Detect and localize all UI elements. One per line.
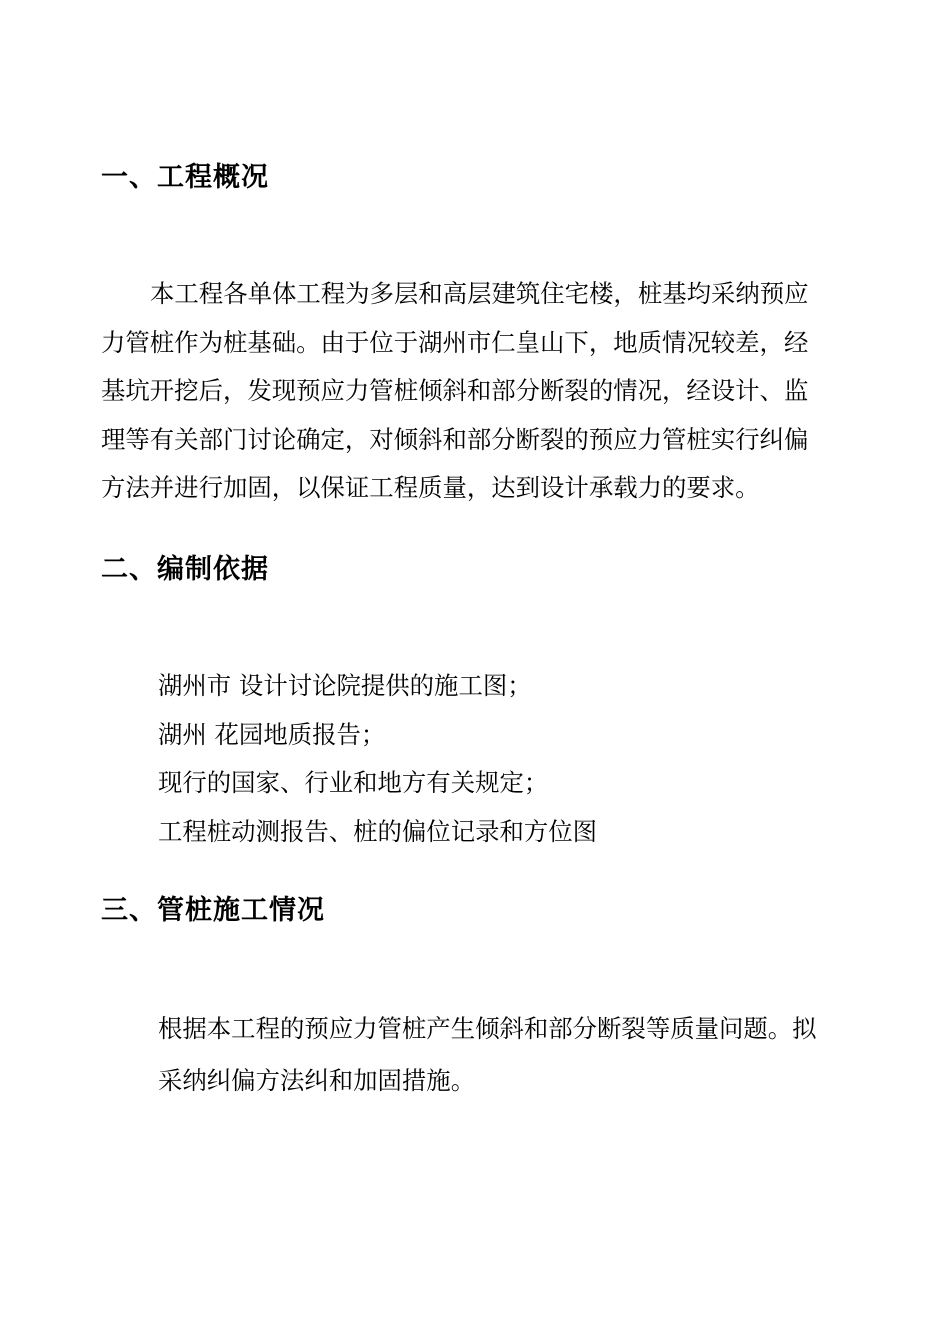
paragraph-line: 理等有关部门讨论确定，对倾斜和部分断裂的预应力管桩实行纠偏 xyxy=(101,424,809,454)
section-heading-pile-construction: 三、管桩施工情况 xyxy=(101,895,325,926)
overview-paragraph xyxy=(101,270,847,513)
pile-construction-paragraph xyxy=(158,1003,848,1107)
paragraph-line: 根据本工程的预应力管桩产生倾斜和部分断裂等质量问题。拟 xyxy=(158,1014,817,1043)
paragraph-line: 基坑开挖后，发现预应力管桩倾斜和部分断裂的情况，经设计、监 xyxy=(101,376,809,405)
section-heading-overview: 一、工程概况 xyxy=(101,162,269,193)
paragraph-line: 力管桩作为桩基础。由于位于湖州市仁皇山下，地质情况较差，经 xyxy=(101,327,809,357)
paragraph-line: 采纳纠偏方法纠和加固措施。 xyxy=(158,1066,476,1095)
list-item: 湖州市 设计讨论院提供的施工图； xyxy=(158,671,532,700)
paragraph-line: 方法并进行加固，以保证工程质量，达到设计承载力的要求。 xyxy=(101,473,760,502)
list-item: 湖州 花园地质报告； xyxy=(158,719,386,749)
section-heading-basis: 二、编制依据 xyxy=(101,554,269,585)
list-item: 现行的国家、行业和地方有关规定； xyxy=(158,768,549,797)
list-item: 工程桩动测报告、桩的偏位记录和方位图 xyxy=(158,816,598,846)
paragraph-line: 本工程各单体工程为多层和高层建筑住宅楼，桩基均采纳预应 xyxy=(150,279,809,308)
basis-list xyxy=(158,662,597,856)
